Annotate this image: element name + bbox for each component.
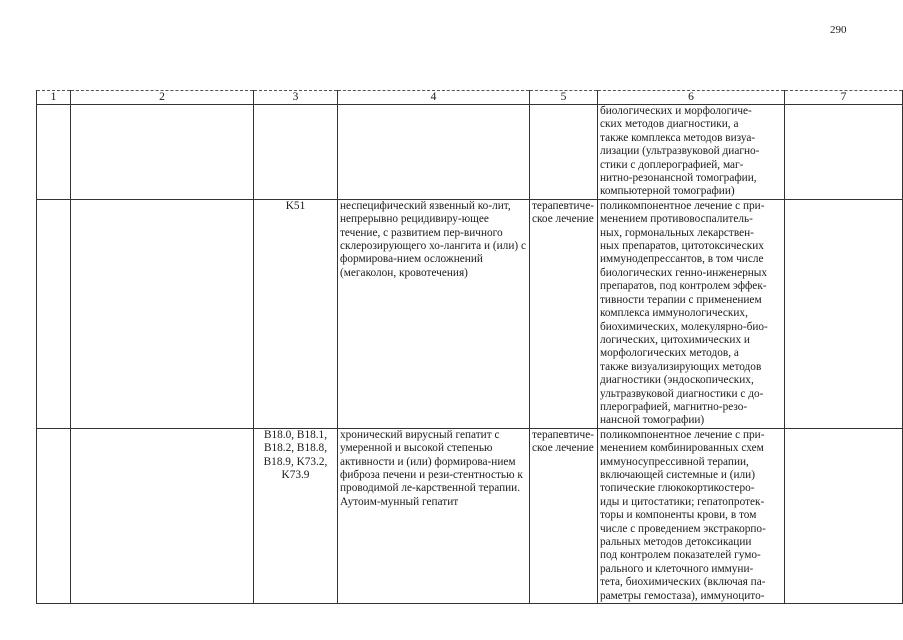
column-header: 1 [37,91,71,105]
patient-model-cell: хронический вирусный гепатит с умеренной и высокой степенью активности и (или) формирова-нием фиброза печени и рези-стентностью к проводимой ле-карственной терапии. Аутоим-мунный гепатит [338,428,530,603]
column-header: 4 [338,91,530,105]
cost-cell [785,105,903,200]
column-header: 3 [254,91,338,105]
treatment-method-cell [598,428,785,603]
method-line: иды и цитостатики; гепатопротек- [600,495,765,508]
profile-cell [71,428,254,603]
method-line: диагностики (эндоскопических, [600,374,754,387]
method-line: препаратов, под контролем эффек- [600,280,767,293]
treatment-type-cell [530,105,598,200]
patient-model-cell: неспецифический язвенный ко-лит, непрерывно рецидивиру-ющее течение, с развитием пер-вичного склерозирующего хо-лангита и (или) с формирова-нием осложнений (мегаколон, кровотечения) [338,199,530,428]
method-line: ских методов диагностики, а [600,118,739,131]
method-line: биологических генно-инженерных [600,266,768,279]
method-line: раметры гемостаза), иммуноцито- [600,589,765,602]
method-line: иммунодепрессантов, в том числе [600,253,764,266]
method-line: ных препаратов, цитотоксических [600,240,764,253]
method-line: менением противовоспалитель- [600,213,753,226]
method-line: лизации (ультразвуковой диагно- [600,145,760,158]
method-line: компьютерной томографии) [600,185,735,198]
method-line: также визуализирующих методов [600,360,762,373]
diagnosis-code-cell [254,105,338,200]
method-line: морфологических методов, а [600,347,739,360]
method-line: торы и компоненты крови, в том [600,509,757,522]
method-line: биохимических, молекулярно-био- [600,320,768,333]
method-line: нитно-резонансной томографии, [600,172,757,185]
treatment-type-cell: терапевтиче-ское лечение [530,428,598,603]
method-line: плерографией, магнитно-резо- [600,400,748,413]
cost-cell [785,428,903,603]
method-line: также комплекса методов визуа- [600,131,756,144]
method-line: логических, цитохимических и [600,333,750,346]
cost-cell [785,199,903,428]
treatment-type-cell: терапевтиче-ское лечение [530,199,598,428]
profile-cell [71,105,254,200]
patient-model-cell [338,105,530,200]
method-line: числе с проведением экстракорпо- [600,522,766,535]
method-line: под контролем показателей гумо- [600,549,761,562]
method-line: комплекса иммунологических, [600,307,748,320]
method-line: менением комбинированных схем [600,442,764,455]
method-line: ных, гормональных лекарствен- [600,226,754,239]
method-line: стики с доплерографией, маг- [600,158,744,171]
column-header: 6 [598,91,785,105]
column-header: 2 [71,91,254,105]
column-number-row [37,91,903,105]
method-line: тивности терапии с применением [600,293,762,306]
medical-care-table [36,90,903,604]
table-row [37,428,903,603]
column-header: 7 [785,91,903,105]
profile-cell [71,199,254,428]
diagnosis-code-cell: K51 [254,199,338,428]
method-line: рального и клеточного иммуни- [600,562,754,575]
treatment-method-cell [598,199,785,428]
column-header: 5 [530,91,598,105]
page-number: 290 [830,24,847,36]
method-line: поликомпонентное лечение с при- [600,199,765,212]
method-line: ультразвуковой диагностики с до- [600,387,764,400]
table-row [37,105,903,200]
method-line: нансной томографии) [600,414,705,427]
method-line: биологических и морфологиче- [600,105,752,117]
diagnosis-code-cell: B18.0, B18.1, B18.2, B18.8, B18.9, K73.2, K73.9 [254,428,338,603]
method-line: ральных методов детоксикации [600,536,752,548]
table-row [37,199,903,428]
row-number-cell [37,428,71,603]
row-number-cell [37,199,71,428]
treatment-method-cell [598,105,785,200]
method-line: тета, биохимических (включая па- [600,576,766,589]
method-line: поликомпонентное лечение с при- [600,428,765,441]
method-line: включающей системные и (или) [600,468,755,481]
method-line: топические глюкокортикостеро- [600,482,755,495]
row-number-cell [37,105,71,200]
method-line: иммуносупрессивной терапии, [600,455,749,468]
